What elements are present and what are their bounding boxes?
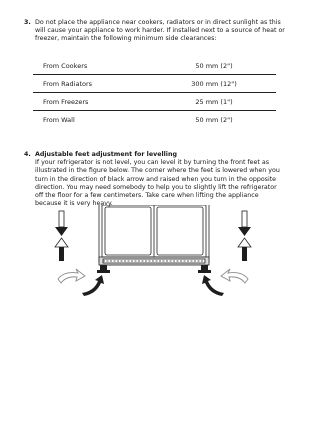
levelling-feet-illustration [52,205,254,297]
clearance-label: From Freezers [43,98,89,106]
clearance-row [33,93,276,111]
section-4-text: If your refrigerator is not level, you can level it by turning the front feet as illustrated in the figure below. The corner where the feet is lowered when you turn in the direction of black arrow and raised when you turn in the opposite direction. You may need somebody to help you to slightly lift the refrigerator off the floor for a few centimeters. Take care when lifting the appliance because it is very heavy. [35,159,280,208]
section-4-heading: Adjustable feet adjustment for levelling [35,151,177,158]
up-arrow-icon [55,238,68,261]
section-3-text: Do not place the appliance near cookers, radiators or in direct sunlight as this will cause your appliance to work harder. If installed next to a source of heat or freezer, maintain the following minimum side clearances: [35,19,285,43]
adjustable-foot-left [97,265,110,273]
section-4 [24,151,286,208]
down-arrow-icon [238,211,251,236]
rotate-clockwise-icon [221,269,248,283]
rotate-counterclockwise-icon [202,275,224,296]
section-4-number: 4. [24,151,31,158]
up-arrow-icon [238,238,251,261]
clearance-value: 50 mm (2") [195,116,233,124]
section-3 [24,19,286,44]
clearance-table [33,57,276,128]
clearance-label: From Wall [43,116,75,124]
down-arrow-icon [55,211,68,236]
clearance-row [33,75,276,93]
clearance-label: From Radiators [43,80,93,88]
fridge-doors [99,205,209,263]
rotate-counterclockwise-icon [58,269,85,283]
clearance-value: 25 mm (1") [195,98,233,106]
clearance-label: From Cookers [43,62,88,70]
rotate-clockwise-icon [82,275,104,296]
clearance-value: 50 mm (2") [195,62,233,70]
fridge-base [99,257,209,265]
clearance-row [33,111,276,128]
adjustable-foot-right [198,265,211,273]
section-3-number: 3. [24,19,31,26]
clearance-row [33,57,276,75]
clearance-value: 300 mm (12") [191,80,237,88]
